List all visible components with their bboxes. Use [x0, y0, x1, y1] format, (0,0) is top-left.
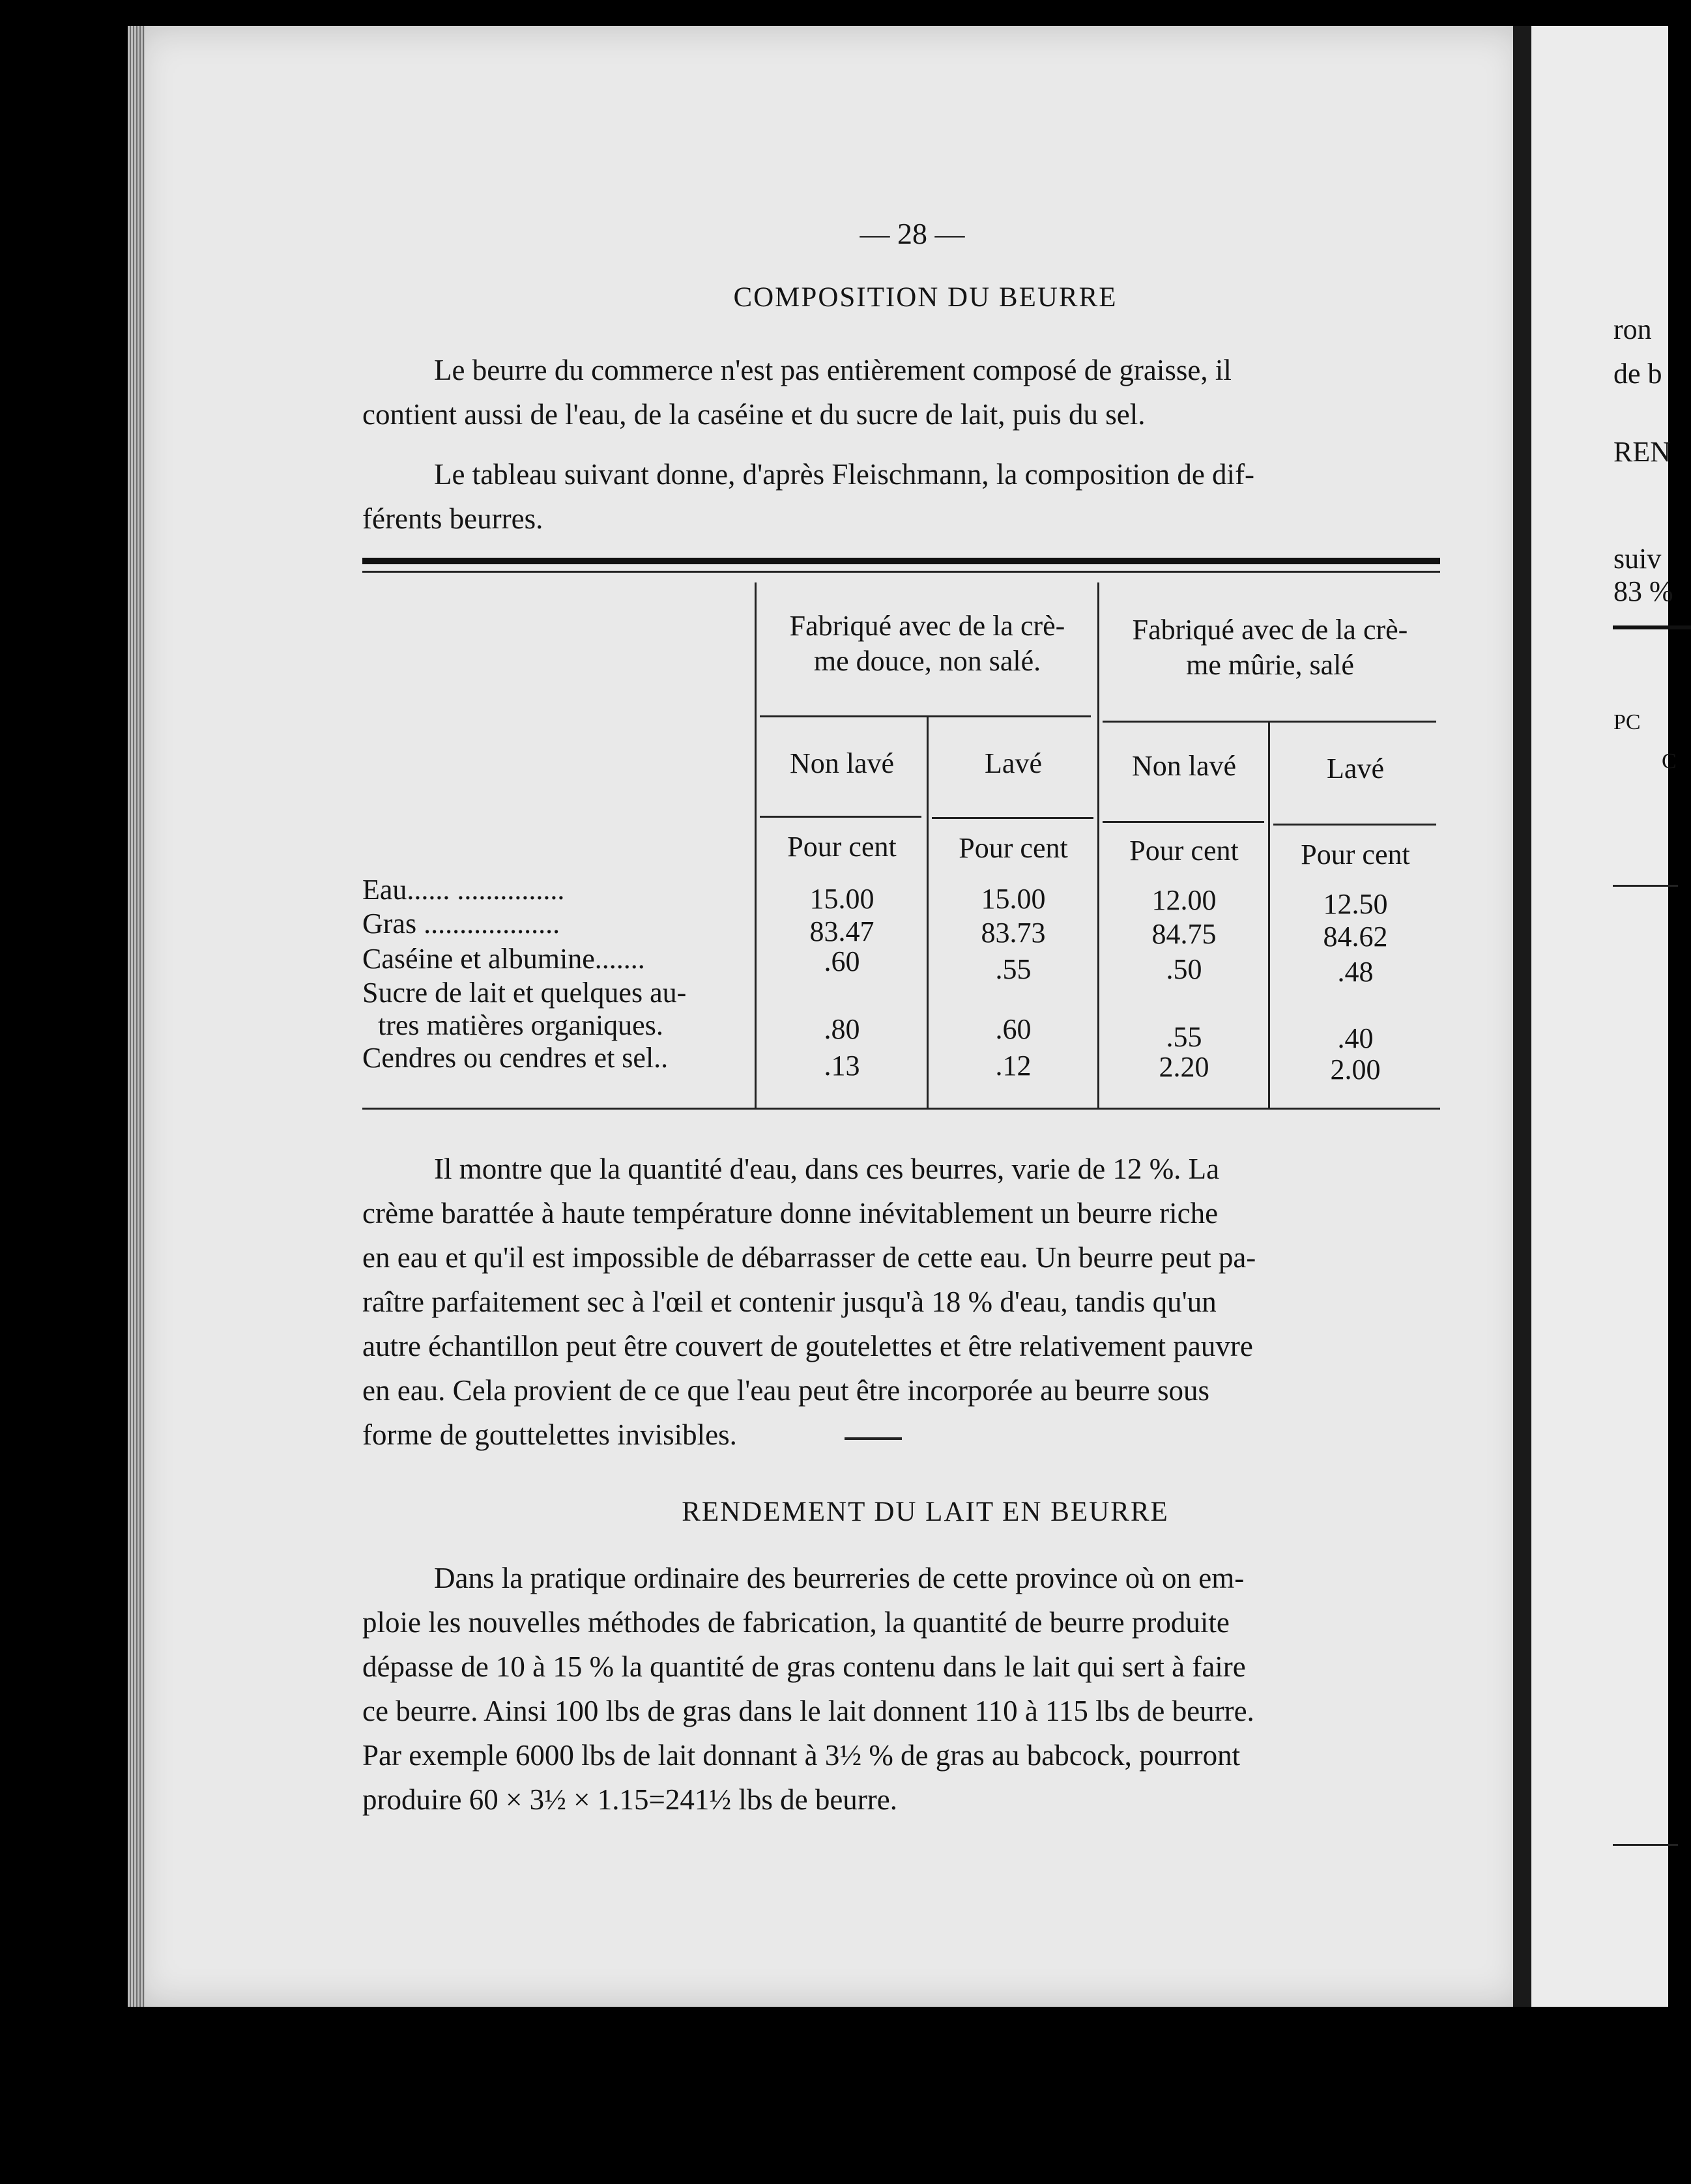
text-line: en eau et qu'il est impossible de débarrasser de cette eau. Un beurre peut pa-	[362, 1241, 1256, 1274]
text-line: contient aussi de l'eau, de la caséine et du sucre de lait, puis du sel.	[362, 398, 1146, 431]
row-label: Caséine et albumine.......	[362, 943, 645, 975]
header-rule	[760, 715, 1091, 717]
row-label: Gras ...................	[362, 908, 560, 940]
sub-header-rule	[1103, 821, 1264, 823]
table-cell: .55	[1166, 1021, 1202, 1053]
table-divider	[1268, 721, 1270, 1109]
text-line: autre échantillon peut être couvert de goutelettes et être relativement pauvre	[362, 1330, 1253, 1362]
section-separator	[845, 1437, 902, 1440]
table-cell: 83.47	[809, 915, 874, 947]
row-label: Cendres ou cendres et sel..	[362, 1042, 669, 1074]
table-cell: .55	[995, 953, 1032, 985]
table-divider	[1097, 582, 1099, 1109]
facing-text: suiv	[1613, 543, 1662, 575]
row-label: tres matières organiques.	[378, 1009, 663, 1041]
paragraph-yield	[362, 1556, 1438, 1822]
sub-header: Non lavé	[1131, 750, 1237, 782]
sub-header: Lavé	[1327, 753, 1384, 784]
table-cell: 84.75	[1151, 918, 1217, 950]
facing-rule	[1613, 625, 1691, 629]
unit-label: Pour cent	[1301, 839, 1410, 870]
text-line: Le beurre du commerce n'est pas entièrement composé de graisse, il	[434, 354, 1232, 386]
unit-label: Pour cent	[1129, 835, 1239, 867]
facing-text: 83 %	[1613, 575, 1673, 607]
book-gutter	[1513, 26, 1531, 2007]
table-cell: 15.00	[981, 883, 1046, 915]
group-header-douce: Fabriqué avec de la crè- me douce, non salé.	[789, 610, 1065, 677]
text-line: Par exemple 6000 lbs de lait donnant à 3½ % de gras au babcock, pourront	[362, 1739, 1241, 1772]
sub-header: Lavé	[985, 747, 1042, 779]
facing-text: PC	[1613, 710, 1641, 734]
unit-label: Pour cent	[959, 832, 1068, 864]
unit-label: Pour cent	[787, 831, 897, 863]
facing-rule	[1613, 1844, 1678, 1846]
sub-header-rule	[932, 817, 1093, 819]
text-line: Dans la pratique ordinaire des beurreries de cette province où on em-	[434, 1562, 1245, 1594]
facing-rule	[1613, 885, 1678, 887]
facing-text: C	[1662, 749, 1677, 773]
text-line: ce beurre. Ainsi 100 lbs de gras dans le lait donnent 110 à 115 lbs de beurre.	[362, 1695, 1254, 1727]
table-cell: 12.50	[1323, 888, 1388, 920]
sub-header-rule	[760, 816, 921, 818]
table-cell: 2.00	[1330, 1054, 1381, 1085]
text-line: dépasse de 10 à 15 % la quantité de gras contenu dans le lait qui sert à faire	[362, 1650, 1246, 1683]
table-cell: .60	[824, 945, 860, 977]
table-cell: .48	[1337, 956, 1374, 988]
paragraph-water-content	[362, 1147, 1438, 1457]
facing-page	[1531, 26, 1677, 2007]
header-rule	[1103, 721, 1436, 723]
page-number: — 28 —	[860, 217, 965, 250]
paragraph-table-intro	[362, 452, 1438, 541]
table-cell: 12.00	[1151, 884, 1217, 916]
text-line: ploie les nouvelles méthodes de fabrication, la quantité de beurre produite	[362, 1606, 1230, 1639]
table-top-rule	[362, 571, 1440, 573]
section-title-composition: COMPOSITION DU BEURRE	[733, 282, 1118, 313]
table-cell: .12	[995, 1050, 1032, 1082]
table-cell: 2.20	[1159, 1051, 1209, 1083]
facing-text: REN	[1613, 436, 1671, 468]
table-top-rule	[362, 558, 1440, 564]
text-line: crème barattée à haute température donne inévitablement un beurre riche	[362, 1197, 1219, 1229]
table-cell: .40	[1337, 1022, 1374, 1054]
text-line: raître parfaitement sec à l'œil et contenir jusqu'à 18 % d'eau, tandis qu'un	[362, 1286, 1217, 1318]
table-cell: 84.62	[1323, 921, 1388, 953]
table-cell: .13	[824, 1050, 860, 1082]
text-line: Le tableau suivant donne, d'après Fleischmann, la composition de dif-	[434, 458, 1255, 491]
row-label: Sucre de lait et quelques au-	[362, 977, 687, 1009]
table-divider	[927, 717, 929, 1109]
sub-header: Non lavé	[789, 747, 895, 779]
text-line: forme de gouttelettes invisibles.	[362, 1418, 737, 1451]
text-line: Il montre que la quantité d'eau, dans ces beurres, varie de 12 %. La	[434, 1153, 1220, 1185]
table-cell: .50	[1166, 953, 1202, 985]
facing-text: ron	[1613, 313, 1652, 345]
facing-text: de b	[1613, 358, 1662, 390]
table-bottom-rule	[362, 1108, 1440, 1110]
paragraph-intro	[362, 348, 1438, 437]
row-label: Eau...... ...............	[362, 874, 565, 906]
group-header-murie: Fabriqué avec de la crè- me mûrie, salé	[1132, 614, 1408, 681]
text-line: produire 60 × 3½ × 1.15=241½ lbs de beurre.	[362, 1783, 897, 1816]
text-line: en eau. Cela provient de ce que l'eau peut être incorporée au beurre sous	[362, 1374, 1210, 1407]
table-cell: .60	[995, 1013, 1032, 1045]
text-line: férents beurres.	[362, 502, 543, 535]
page-edge	[128, 26, 145, 2007]
section-title-rendement: RENDEMENT DU LAIT EN BEURRE	[682, 1497, 1169, 1527]
sub-header-rule	[1273, 824, 1436, 826]
table-cell: .80	[824, 1013, 860, 1045]
table-cell: 15.00	[809, 883, 874, 915]
table-cell: 83.73	[981, 917, 1046, 949]
